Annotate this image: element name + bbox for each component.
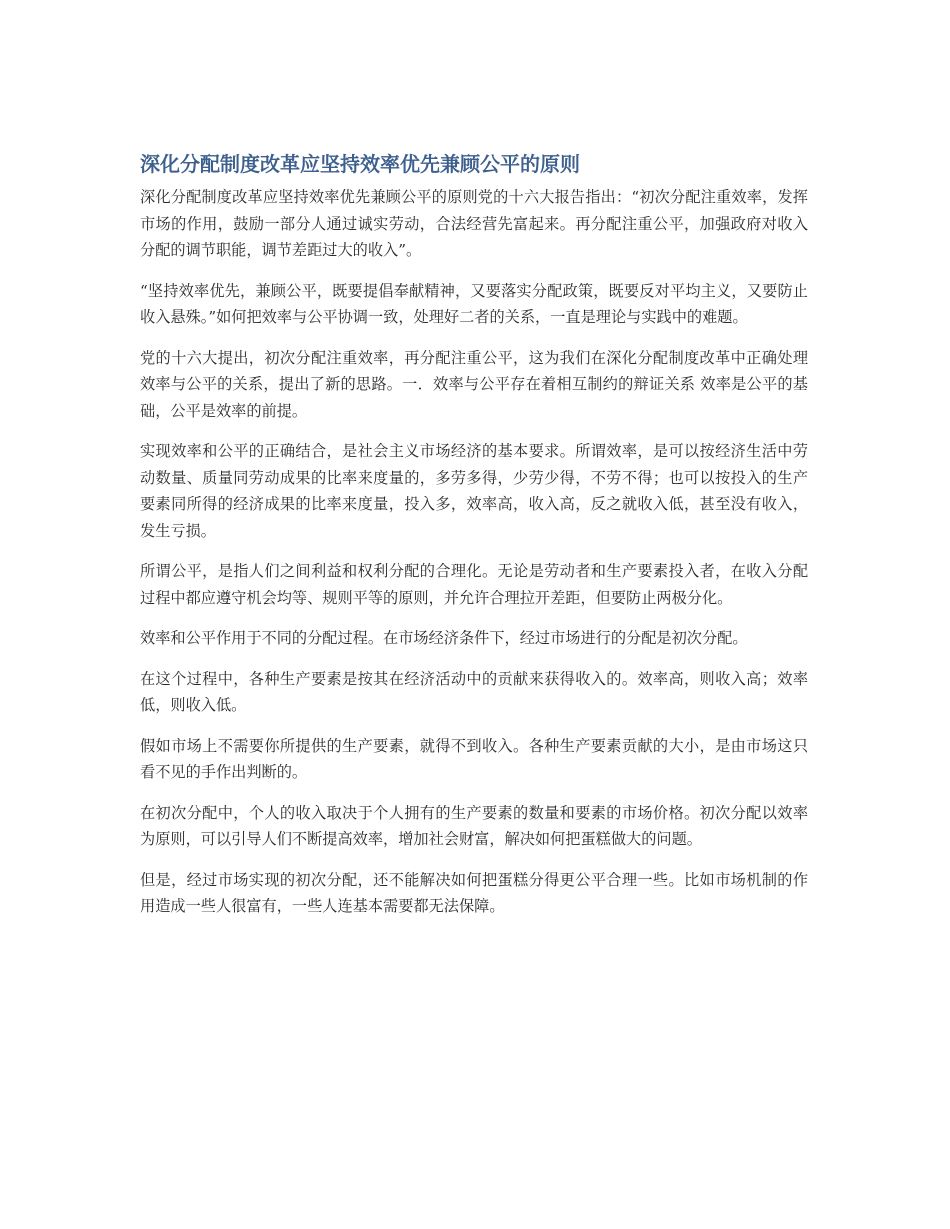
document-page [140, 148, 808, 934]
paragraph-3: 党的十六大提出，初次分配注重效率，再分配注重公平，这为我们在深化分配制度改革中正确处理效率与公平的关系，提出了新的思路。一．效率与公平存在着相互制约的辩证关系 效率是公平的基础，公平是效率的前提。 [140, 348, 808, 420]
paragraph-6: 效率和公平作用于不同的分配过程。在市场经济条件下，经过市场进行的分配是初次分配。 [140, 629, 748, 647]
paragraph-1: 深化分配制度改革应坚持效率优先兼顾公平的原则党的十六大报告指出：“初次分配注重效率，发挥市场的作用，鼓励一部分人通过诚实劳动，合法经营先富起来。再分配注重公平，加强政府对收入分配的调节职能，调节差距过大的收入”。 [140, 188, 808, 259]
paragraph-8: 假如市场上不需要你所提供的生产要素，就得不到收入。各种生产要素贡献的大小，是由市场这只看不见的手作出判断的。 [140, 736, 808, 781]
paragraph-4: 实现效率和公平的正确结合，是社会主义市场经济的基本要求。所谓效率，是可以按经济生活中劳动数量、质量同劳动成果的比率来度量的，多劳多得，少劳少得，不劳不得；也可以按投入的生产要素同所得的经济成果的比率来度量，投入多，效率高，收入高，反之就收入低，甚至没有收入，发生亏损。 [140, 442, 808, 540]
paragraph-2: “坚持效率优先，兼顾公平，既要提倡奉献精神，又要落实分配政策，既要反对平均主义，又要防止收入悬殊。”如何把效率与公平协调一致，处理好二者的关系，一直是理论与实践中的难题。 [140, 281, 808, 326]
document-title: 深化分配制度改革应坚持效率优先兼顾公平的原则 [140, 152, 580, 176]
paragraph-10: 但是，经过市场实现的初次分配，还不能解决如何把蛋糕分得更公平合理一些。比如市场机制的作用造成一些人很富有，一些人连基本需要都无法保障。 [140, 870, 808, 915]
paragraph-9: 在初次分配中，个人的收入取决于个人拥有的生产要素的数量和要素的市场价格。初次分配以效率为原则，可以引导人们不断提高效率，增加社会财富，解决如何把蛋糕做大的问题。 [140, 803, 808, 848]
paragraph-7: 在这个过程中，各种生产要素是按其在经济活动中的贡献来获得收入的。效率高，则收入高；效率低，则收入低。 [140, 669, 808, 714]
paragraph-5: 所谓公平，是指人们之间利益和权利分配的合理化。无论是劳动者和生产要素投入者，在收入分配过程中都应遵守机会均等、规则平等的原则，并允许合理拉开差距，但要防止两极分化。 [140, 562, 808, 607]
